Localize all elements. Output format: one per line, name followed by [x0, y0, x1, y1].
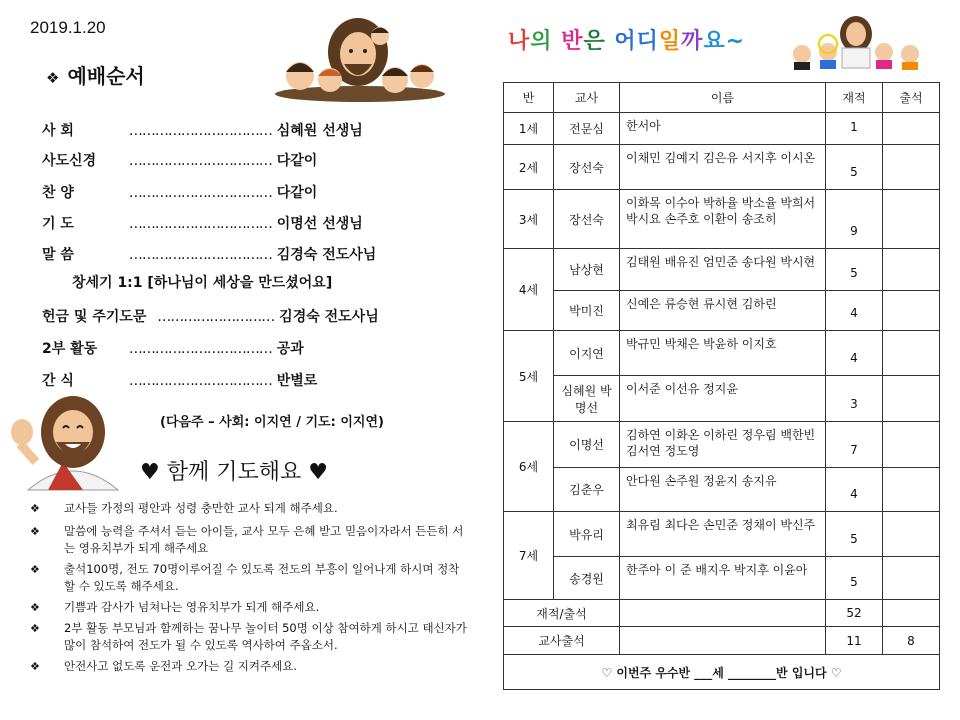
order-value: 심혜원 선생님 [276, 123, 363, 139]
teacher-cell: 박유리 [554, 512, 620, 557]
enrolled-cell: 9 [826, 190, 883, 249]
diamond-bullet-icon: ❖ [30, 601, 40, 614]
order-row-offering [42, 306, 379, 326]
class-cell: 5세 [504, 331, 554, 422]
order-label: 간 식 [42, 373, 74, 389]
table-header-row [504, 83, 940, 113]
class-cell: 1세 [504, 113, 554, 145]
prayer-item-text: 교사들 가정의 평안과 성령 충만한 교사 되게 해주세요. [64, 501, 338, 515]
order-dots: ……………………… [157, 309, 275, 325]
order-dots: …………………………… [128, 123, 272, 139]
order-row-activity [42, 338, 304, 358]
enrolled-cell: 5 [826, 512, 883, 557]
enrolled-cell: 4 [826, 331, 883, 376]
class-cell: 2세 [504, 145, 554, 190]
names-cell: 안다원 손주원 정윤지 송지유 [620, 468, 826, 512]
class-cell: 3세 [504, 190, 554, 249]
header-names: 이름 [620, 83, 826, 113]
table-row [504, 190, 940, 249]
names-cell: 이채민 김예지 김은유 서지후 이시온 [620, 145, 826, 190]
teacher-cell: 박미진 [554, 291, 620, 331]
worship-order-title-text: 예배순서 [67, 64, 145, 88]
next-week-note: (다음주 – 사회: 이지연 / 기도: 이지연) [160, 415, 384, 430]
totals-enrolled: 52 [826, 600, 883, 627]
attendance-cell [883, 249, 940, 291]
class-title-part: 나 [508, 29, 531, 54]
teacher-cell: 장선숙 [554, 145, 620, 190]
teacher-attendance-enrolled: 11 [826, 627, 883, 655]
bulletin-date: 2019.1.20 [30, 18, 106, 37]
totals-label: 재적/출석 [504, 600, 620, 627]
table-row [504, 249, 940, 291]
totals-row [504, 600, 940, 627]
scripture-reference: 창세기 1:1 [하나님이 세상을 만드셨어요] [72, 275, 333, 291]
order-value: 반별로 [276, 373, 318, 389]
enrolled-cell: 3 [826, 376, 883, 422]
attendance-cell [883, 190, 940, 249]
enrolled-cell: 4 [826, 291, 883, 331]
class-title-part: 은 [583, 29, 615, 54]
order-label: 기 도 [42, 216, 74, 232]
attendance-cell [883, 291, 940, 331]
order-value: 다같이 [276, 153, 318, 169]
teacher-attendance-row [504, 627, 940, 655]
teacher-cell: 장선숙 [554, 190, 620, 249]
prayer-item [30, 561, 470, 595]
diamond-bullet-icon: ❖ [46, 69, 60, 87]
totals-attendance [883, 600, 940, 627]
best-class-row [504, 655, 940, 690]
order-value: 김경숙 전도사님 [279, 309, 379, 325]
order-label: 사도신경 [42, 153, 97, 169]
class-attendance-table [503, 82, 940, 690]
diamond-bullet-icon: ❖ [30, 525, 40, 538]
order-dots: …………………………… [128, 247, 272, 263]
names-cell: 이서준 이선유 정지윤 [620, 376, 826, 422]
teacher-cell: 전문심 [554, 113, 620, 145]
order-value: 공과 [276, 341, 304, 357]
enrolled-cell: 1 [826, 113, 883, 145]
prayer-item-text: 말씀에 능력을 주셔서 듣는 아이들, 교사 모두 은혜 받고 믿음이자라서 든든히 서는 영유치부가 되게 해주세요 [64, 524, 464, 555]
table-row [504, 376, 940, 422]
table-row [504, 113, 940, 145]
order-dots: …………………………… [128, 341, 272, 357]
prayer-item-text: 출석100명, 전도 70명이루어질 수 있도록 전도의 부흥이 일어나게 하시며 정착할 수 있도록 해주세요. [64, 562, 460, 593]
worship-order-title [46, 60, 145, 89]
order-row-host [42, 120, 363, 140]
order-value: 이명선 선생님 [276, 216, 363, 232]
header-attendance: 출석 [883, 83, 940, 113]
class-cell: 6세 [504, 422, 554, 512]
teacher-cell: 이지연 [554, 331, 620, 376]
order-value: 김경숙 전도사님 [276, 247, 377, 263]
header-teacher: 교사 [554, 83, 620, 113]
prayer-item-text: 안전사고 없도록 운전과 오가는 길 지켜주세요. [64, 659, 298, 673]
jesus-with-kids-small-illustration [784, 10, 934, 70]
names-cell: 김하연 이화온 이하린 정우림 백한빈 김서연 정도영 [620, 422, 826, 468]
attendance-cell [883, 512, 940, 557]
prayer-item [30, 500, 470, 517]
teacher-cell: 심혜원 박명선 [554, 376, 620, 422]
prayer-item [30, 620, 470, 654]
attendance-cell [883, 422, 940, 468]
prayer-title: ♥ 함께 기도해요 ♥ [140, 460, 328, 485]
table-row [504, 145, 940, 190]
table-row [504, 468, 940, 512]
diamond-bullet-icon: ❖ [30, 660, 40, 673]
class-title-part: 반 [561, 29, 584, 54]
order-dots: …………………………… [128, 373, 272, 389]
totals-names-cell [620, 600, 826, 627]
enrolled-cell: 4 [826, 468, 883, 512]
order-label: 찬 양 [42, 185, 74, 201]
attendance-cell [883, 331, 940, 376]
teacher-attendance-label: 교사출석 [504, 627, 620, 655]
order-row-prayer [42, 213, 363, 233]
class-table-title [508, 24, 745, 55]
order-row-snack [42, 370, 317, 390]
teacher-attendance-names-cell [620, 627, 826, 655]
prayer-item [30, 599, 470, 616]
attendance-cell [883, 557, 940, 600]
teacher-attendance-count: 8 [883, 627, 940, 655]
teacher-cell: 남상현 [554, 249, 620, 291]
names-cell: 최유림 최다은 손민준 정채이 박신주 [620, 512, 826, 557]
jesus-waving-illustration [8, 392, 138, 492]
class-cell: 4세 [504, 249, 554, 331]
order-row-creed [42, 150, 317, 170]
teacher-cell: 이명선 [554, 422, 620, 468]
prayer-item-text: 기쁨과 감사가 넘쳐나는 영유치부가 되게 해주세요. [64, 600, 320, 614]
table-row [504, 557, 940, 600]
diamond-bullet-icon: ❖ [30, 563, 40, 576]
header-class: 반 [504, 83, 554, 113]
prayer-item [30, 658, 470, 675]
order-label: 말 씀 [42, 247, 74, 263]
names-cell: 한서아 [620, 113, 826, 145]
class-title-part: 의 [530, 29, 562, 54]
prayer-item [30, 523, 470, 557]
prayer-item-text: 2부 활동 부모님과 함께하는 꿈나무 놀이터 50명 이상 참여하게 하시고 태신자가 많이 참석하여 전도가 될 수 있도록 역사하여 주옵소서. [64, 621, 467, 652]
names-cell: 김태원 배유진 엄민준 송다원 박시현 [620, 249, 826, 291]
attendance-cell [883, 145, 940, 190]
enrolled-cell: 5 [826, 145, 883, 190]
class-title-part: 요~ [703, 29, 746, 54]
order-dots: …………………………… [128, 216, 272, 232]
class-title-part: 어디 [614, 29, 659, 54]
table-row [504, 291, 940, 331]
table-row [504, 512, 940, 557]
class-cell: 7세 [504, 512, 554, 600]
enrolled-cell: 5 [826, 557, 883, 600]
enrolled-cell: 7 [826, 422, 883, 468]
table-row [504, 331, 940, 376]
order-label: 헌금 및 주기도문 [42, 309, 147, 325]
order-dots: …………………………… [128, 185, 272, 201]
class-title-part: 까 [681, 29, 704, 54]
order-value: 다같이 [276, 185, 318, 201]
order-dots: …………………………… [128, 153, 272, 169]
attendance-cell [883, 113, 940, 145]
names-cell: 이화목 이수아 박하율 박소율 박희서 박시요 손주호 이환이 송조히 [620, 190, 826, 249]
teacher-cell: 송경원 [554, 557, 620, 600]
diamond-bullet-icon: ❖ [30, 502, 40, 515]
diamond-bullet-icon: ❖ [30, 622, 40, 635]
attendance-cell [883, 376, 940, 422]
enrolled-cell: 5 [826, 249, 883, 291]
header-enrolled: 재적 [826, 83, 883, 113]
order-label: 2부 활동 [42, 341, 98, 357]
teacher-cell: 김춘우 [554, 468, 620, 512]
attendance-cell [883, 468, 940, 512]
order-row-praise [42, 182, 317, 202]
names-cell: 신예은 류승현 류시현 김하린 [620, 291, 826, 331]
order-label: 사 회 [42, 123, 74, 139]
table-row [504, 422, 940, 468]
jesus-with-children-illustration [270, 14, 445, 102]
best-class-text: ♡ 이번주 우수반 ___세 ________반 입니다 ♡ [504, 655, 940, 690]
order-row-sermon [42, 244, 376, 264]
names-cell: 박규민 박채은 박윤하 이지호 [620, 331, 826, 376]
class-title-part: 일 [658, 29, 682, 54]
names-cell: 한주아 이 준 배지우 박지후 이윤아 [620, 557, 826, 600]
